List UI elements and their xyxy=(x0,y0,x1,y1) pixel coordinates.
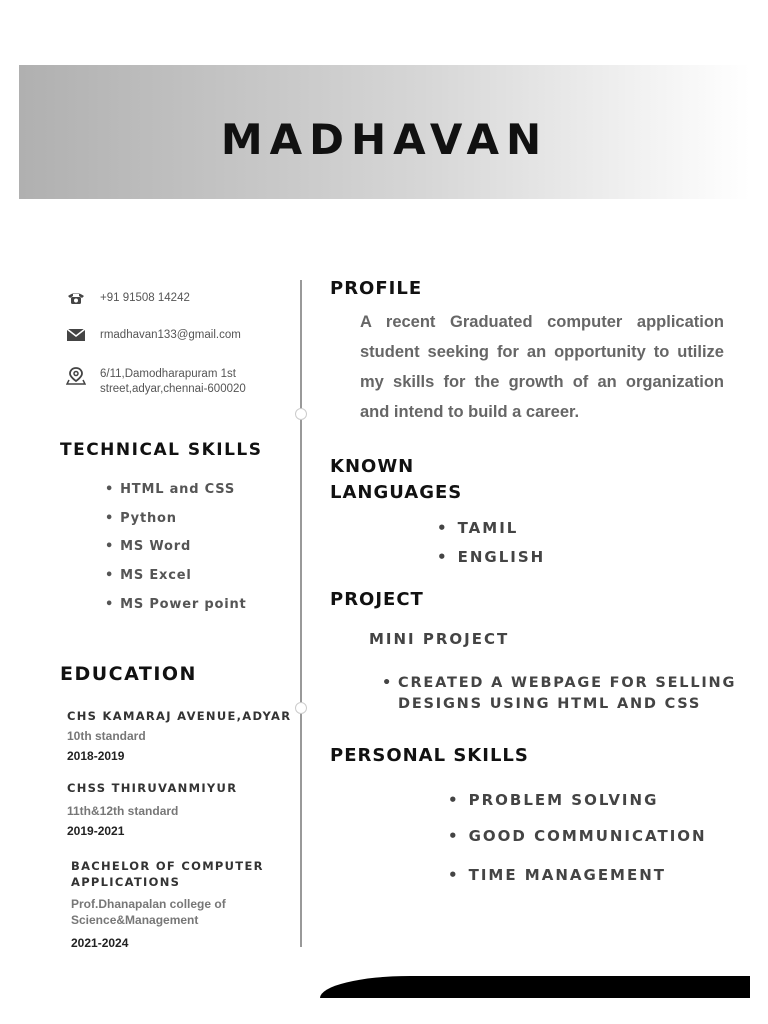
list-item: • ENGLISH xyxy=(437,548,545,566)
envelope-icon xyxy=(66,328,86,346)
list-item: • MS Power point xyxy=(105,595,247,624)
list-item: • TIME MANAGEMENT xyxy=(448,866,707,884)
education-years: 2018-2019 xyxy=(67,749,125,763)
list-item: • TAMIL xyxy=(437,519,545,548)
list-item: • MS Word xyxy=(105,537,247,566)
education-school: CHS KAMARAJ AVENUE,ADYAR xyxy=(67,709,292,723)
address-line-1: 6/11,Damodharapuram 1st xyxy=(100,368,236,380)
education-years: 2019-2021 xyxy=(67,824,125,838)
list-item: • MS Excel xyxy=(105,566,247,595)
technical-skills-heading: TECHNICAL SKILLS xyxy=(60,440,263,460)
address-text xyxy=(100,367,246,397)
heading-line-1: KNOWN xyxy=(330,456,415,477)
personal-skills-list xyxy=(448,791,707,884)
email-address: rmadhavan133@gmail.com xyxy=(100,329,241,341)
candidate-name: MADHAVAN xyxy=(220,115,549,164)
list-item: • PROBLEM SOLVING xyxy=(448,791,707,827)
divider-dot xyxy=(295,408,307,420)
list-item: • GOOD COMMUNICATION xyxy=(448,827,707,866)
level-line-1: Prof.Dhanapalan college of xyxy=(71,897,226,911)
list-item: • Python xyxy=(105,509,247,538)
location-pin-icon xyxy=(66,367,86,385)
languages-list xyxy=(437,519,545,566)
level-line-2: Science&Management xyxy=(71,913,199,927)
contact-email xyxy=(66,328,241,346)
education-heading: EDUCATION xyxy=(60,663,197,685)
phone-number: +91 91508 14242 xyxy=(100,292,190,304)
divider-dot xyxy=(295,702,307,714)
profile-summary: A recent Graduated computer application student seeking for an opportunity to utilize my skills for the growth of an organization and intend to build a career. xyxy=(360,313,724,421)
education-level: 10th standard xyxy=(67,729,146,743)
footer-decoration xyxy=(320,976,750,998)
project-description: • CREATED A WEBPAGE FOR SELLING DESIGNS USING HTML AND CSS xyxy=(382,673,750,715)
languages-heading xyxy=(330,454,462,506)
heading-line-2: LANGUAGES xyxy=(330,482,463,503)
education-level xyxy=(71,896,226,928)
list-item: • HTML and CSS xyxy=(105,480,247,509)
contact-phone xyxy=(66,291,190,309)
school-line-1: BACHELOR OF COMPUTER xyxy=(71,859,264,873)
education-level: 11th&12th standard xyxy=(67,804,179,818)
contact-address xyxy=(66,367,246,397)
personal-skills-heading: PERSONAL SKILLS xyxy=(330,745,529,766)
header-banner xyxy=(19,65,750,199)
phone-icon xyxy=(66,291,86,309)
project-title: MINI PROJECT xyxy=(369,630,510,648)
school-line-2: APPLICATIONS xyxy=(71,875,181,889)
column-divider xyxy=(300,280,302,947)
address-line-2: street,adyar,chennai-600020 xyxy=(100,383,246,395)
project-heading: PROJECT xyxy=(330,589,424,610)
profile-heading: PROFILE xyxy=(330,278,423,299)
education-school xyxy=(71,858,264,890)
education-years: 2021-2024 xyxy=(71,936,129,950)
technical-skills-list xyxy=(105,480,247,623)
education-school: CHSS THIRUVANMIYUR xyxy=(67,781,238,795)
